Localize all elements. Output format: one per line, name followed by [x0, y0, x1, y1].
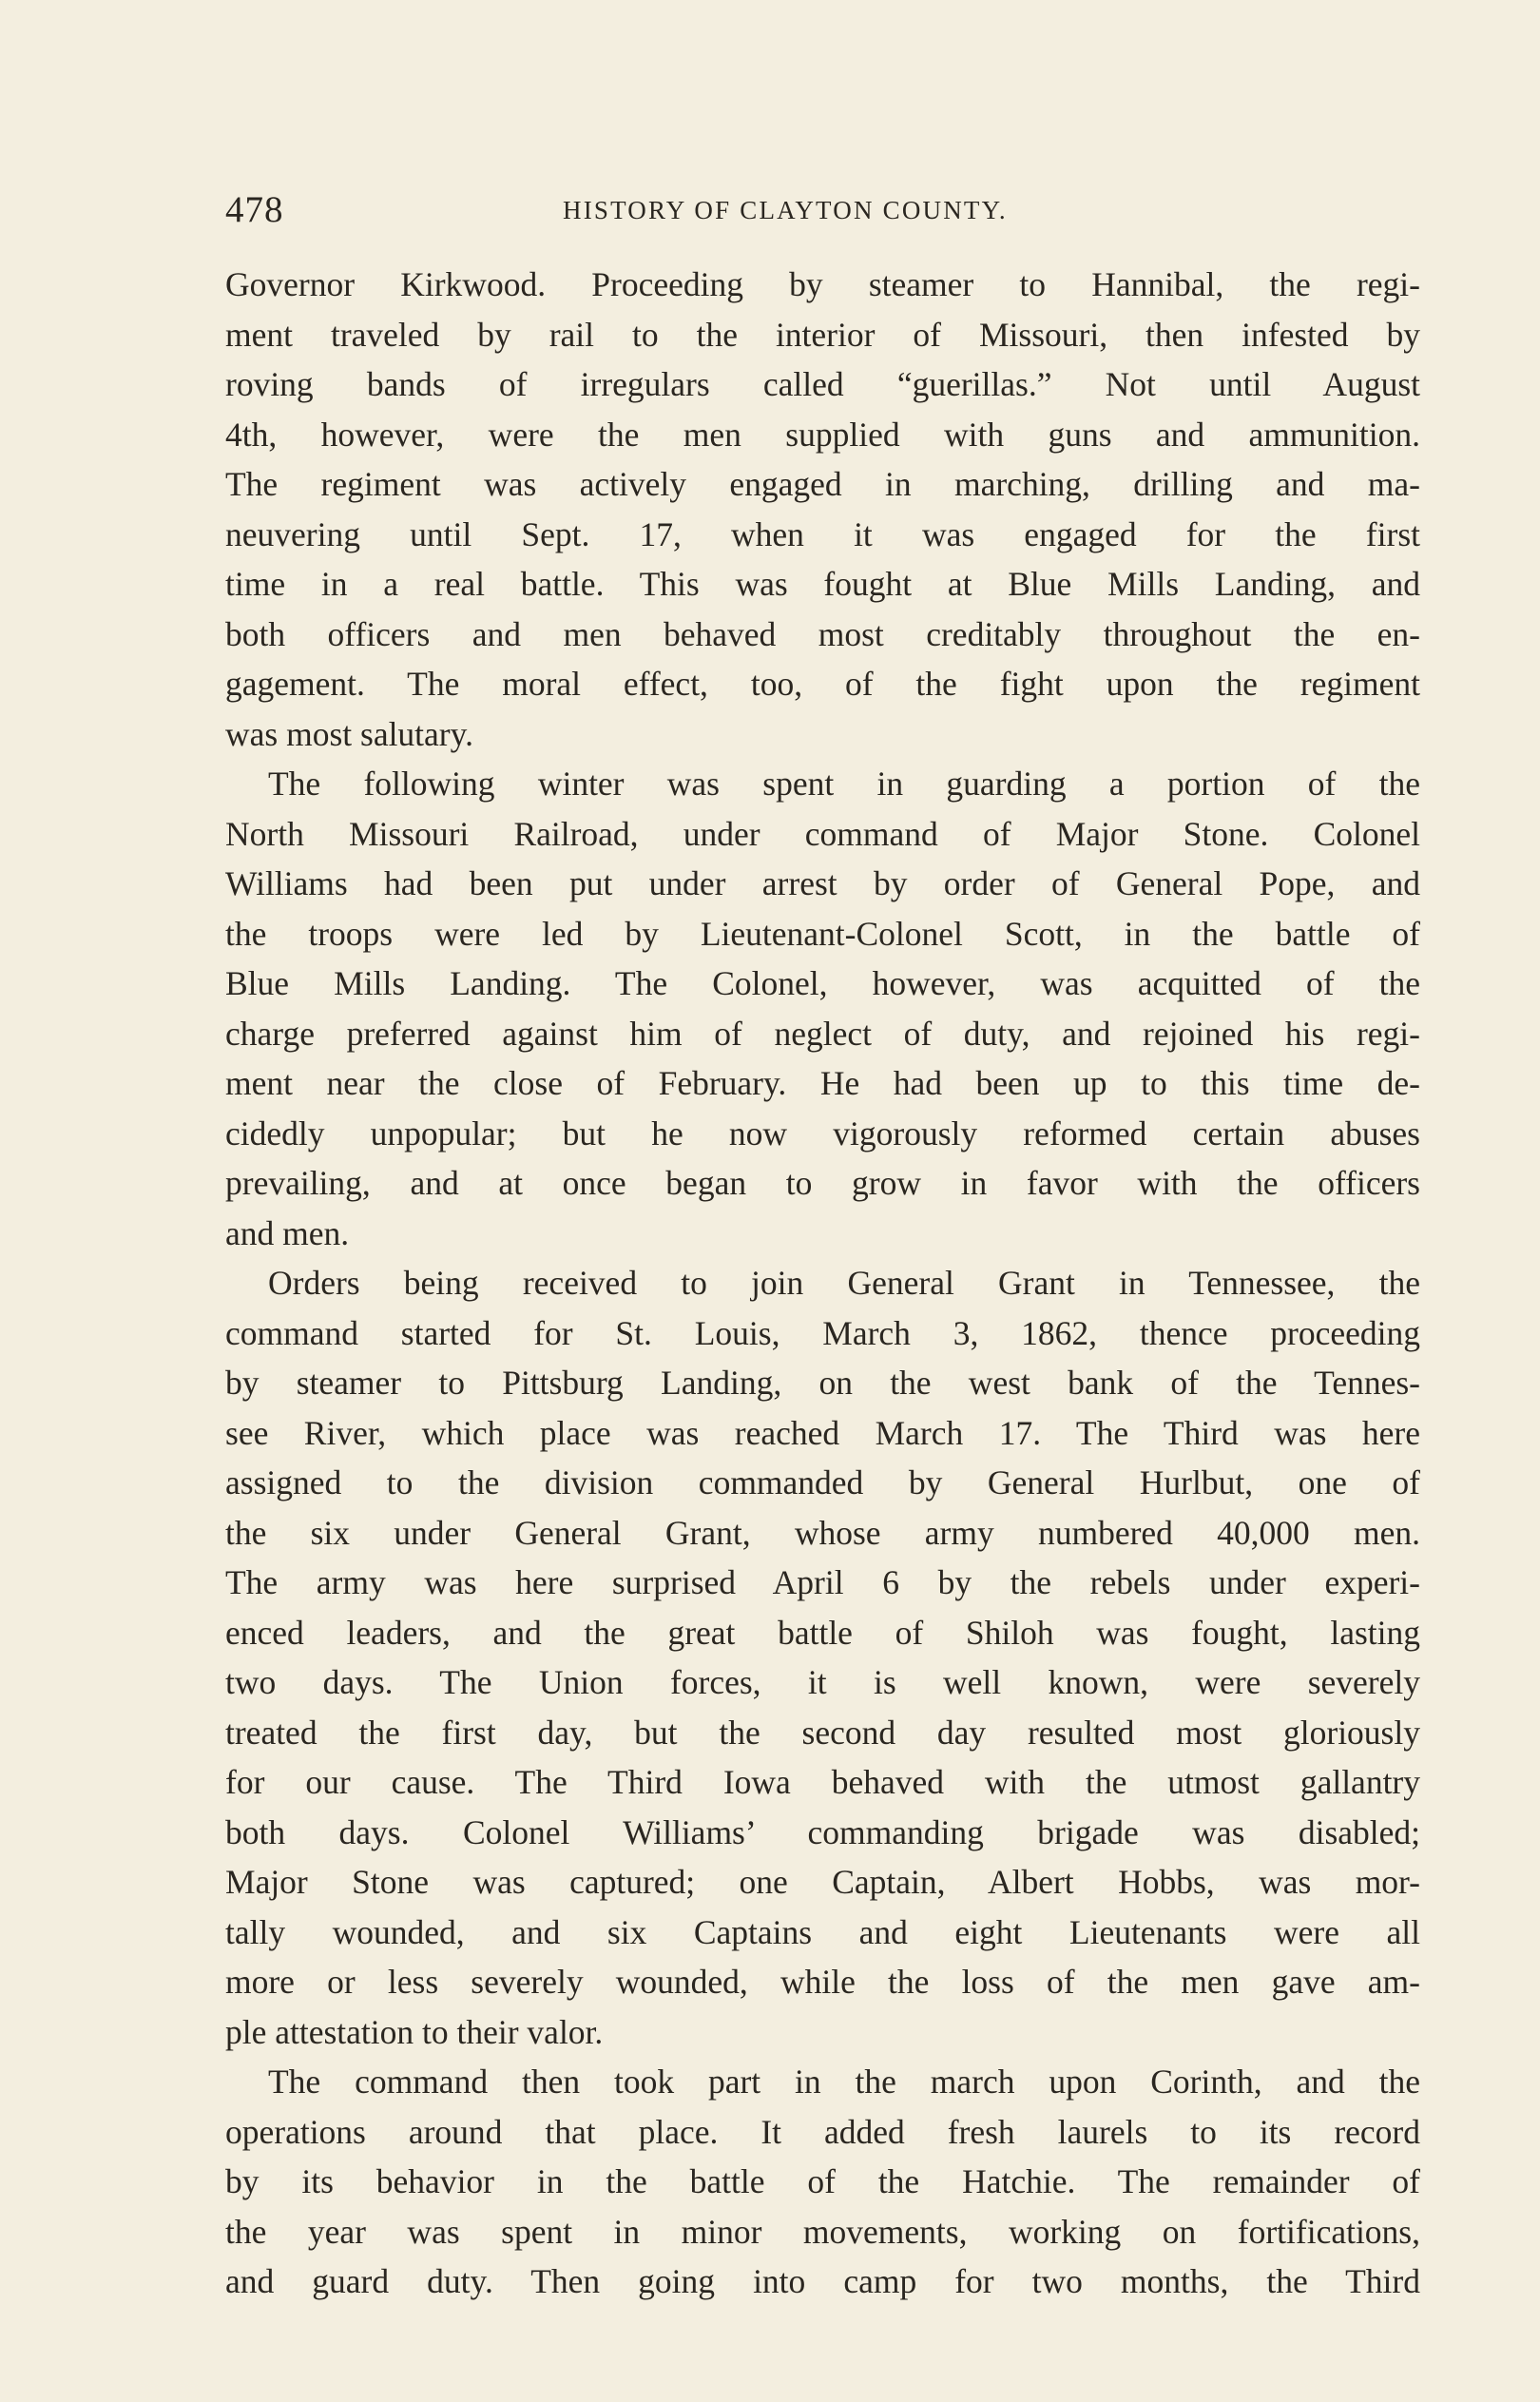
- page-number: 478: [225, 189, 284, 230]
- text-line: ment near the close of February. He had been up to this time de-: [225, 1064, 1420, 1102]
- text-line: charge preferred against him of neglect of duty, and rejoined his regi-: [225, 1014, 1420, 1053]
- text-line: The army was here surprised April 6 by the rebels under experi-: [225, 1563, 1420, 1601]
- text-line: neuvering until Sept. 17, when it was engaged for the first: [225, 514, 1420, 553]
- text-line: Orders being received to join General Grant in Tennessee, the: [268, 1264, 1420, 1302]
- text-line: and men.: [225, 1213, 350, 1252]
- text-line: time in a real battle. This was fought at Blue Mills Landing, and: [225, 565, 1420, 603]
- text-line: two days. The Union forces, it is well known, were severely: [225, 1663, 1420, 1701]
- text-line: gagement. The moral effect, too, of the fight upon the regiment: [225, 665, 1420, 703]
- text-line: The following winter was spent in guarding a portion of the: [268, 765, 1420, 803]
- text-line: ment traveled by rail to the interior of Missouri, then infested by: [225, 315, 1420, 354]
- text-line: roving bands of irregulars called “guerillas.” Not until August: [225, 365, 1420, 403]
- text-line: both days. Colonel Williams’ commanding brigade was disabled;: [225, 1812, 1420, 1851]
- running-head: HISTORY OF CLAYTON COUNTY.: [563, 196, 1008, 224]
- text-line: enced leaders, and the great battle of Shiloh was fought, lasting: [225, 1613, 1420, 1652]
- text-line: tally wounded, and six Captains and eight Lieutenants were all: [225, 1912, 1420, 1951]
- text-line: The regiment was actively engaged in marching, drilling and ma-: [225, 465, 1420, 503]
- text-line: by steamer to Pittsburg Landing, on the west bank of the Tennes-: [225, 1364, 1420, 1402]
- text-line: the troops were led by Lieutenant-Colonel Scott, in the battle of: [225, 914, 1420, 953]
- text-line: 4th, however, were the men supplied with guns and ammunition.: [225, 415, 1420, 454]
- text-line: the year was spent in minor movements, working on fortifications,: [225, 2212, 1420, 2251]
- text-line: The command then took part in the march upon Corinth, and the: [268, 2063, 1420, 2101]
- text-line: for our cause. The Third Iowa behaved with the utmost gallantry: [225, 1763, 1420, 1801]
- text-line: the six under General Grant, whose army numbered 40,000 men.: [225, 1513, 1420, 1552]
- text-line: Governor Kirkwood. Proceeding by steamer to Hannibal, the regi-: [225, 265, 1420, 303]
- text-line: command started for St. Louis, March 3, 1862, thence proceeding: [225, 1313, 1420, 1352]
- text-line: treated the first day, but the second day resulted most gloriously: [225, 1713, 1420, 1752]
- body-text: [225, 260, 1420, 2307]
- text-line: operations around that place. It added fresh laurels to its record: [225, 2112, 1420, 2151]
- text-line: more or less severely wounded, while the loss of the men gave am-: [225, 1963, 1420, 2001]
- text-line: cidedly unpopular; but he now vigorously reformed certain abuses: [225, 1114, 1420, 1153]
- text-line: ple attestation to their valor.: [225, 2012, 604, 2051]
- page-header: [225, 186, 1420, 234]
- text-line: see River, which place was reached March 17. The Third was here: [225, 1413, 1420, 1452]
- text-line: and guard duty. Then going into camp for two months, the Third: [225, 2262, 1420, 2300]
- text-line: North Missouri Railroad, under command of Major Stone. Colonel: [225, 814, 1420, 853]
- text-line: both officers and men behaved most creditably throughout the en-: [225, 614, 1420, 653]
- text-line: by its behavior in the battle of the Hatchie. The remainder of: [225, 2162, 1420, 2200]
- text-line: assigned to the division commanded by General Hurlbut, one of: [225, 1463, 1420, 1501]
- text-line: Blue Mills Landing. The Colonel, however, was acquitted of the: [225, 964, 1420, 1002]
- text-line: prevailing, and at once began to grow in favor with the officers: [225, 1164, 1420, 1202]
- text-line: Williams had been put under arrest by order of General Pope, and: [225, 864, 1420, 902]
- text-line: Major Stone was captured; one Captain, Albert Hobbs, was mor-: [225, 1863, 1420, 1901]
- text-line: was most salutary.: [225, 714, 473, 753]
